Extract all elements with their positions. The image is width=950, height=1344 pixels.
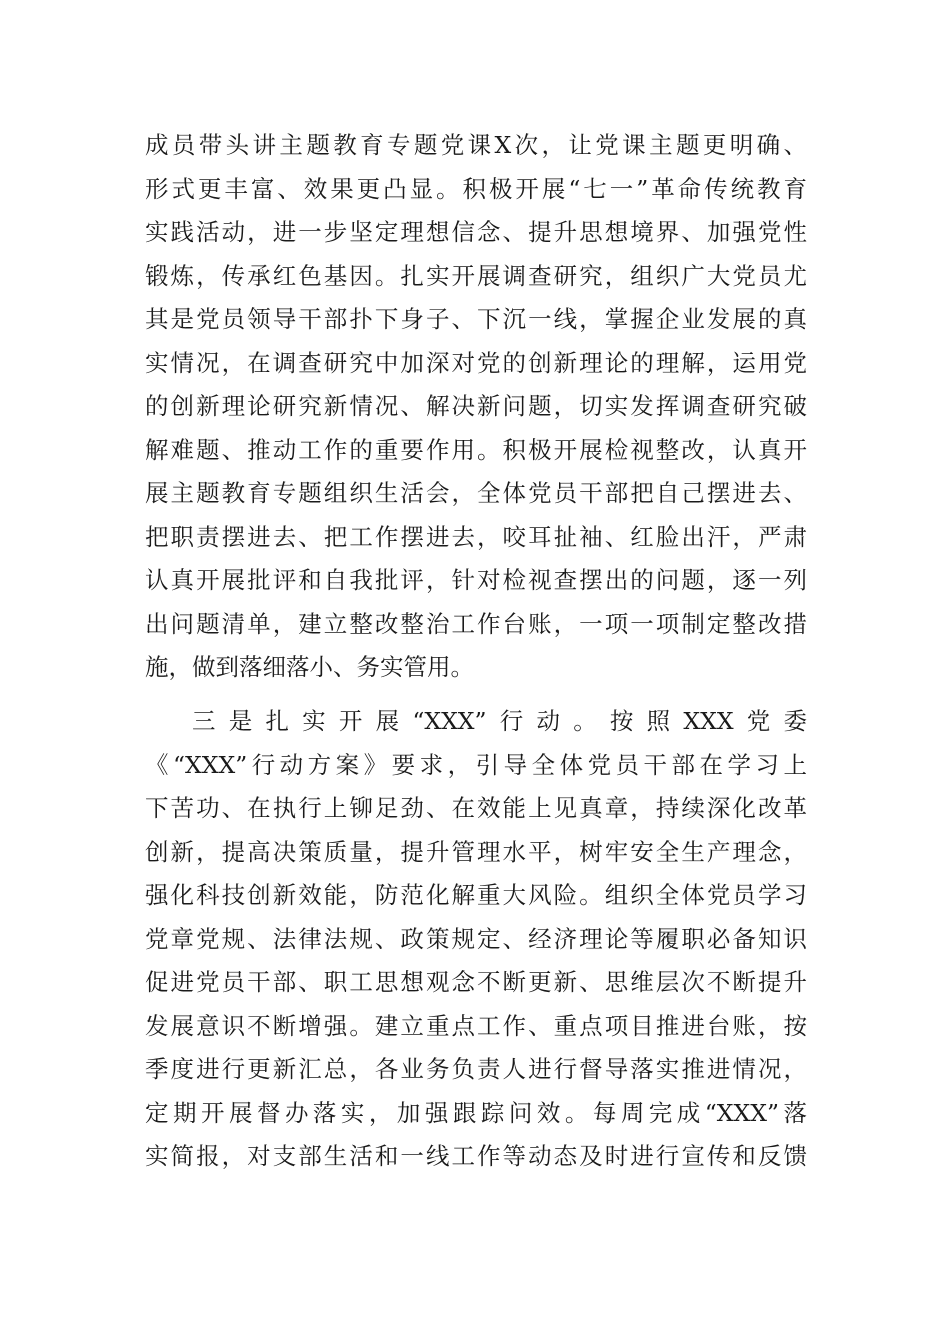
paragraph-line: 定期开展督办落实，加强跟踪问效。每周完成“XXX”落 (145, 1099, 807, 1127)
paragraph-line: 创新，提高决策质量，提升管理水平，树牢安全生产理念， (145, 838, 807, 866)
paragraph-line: 其是党员领导干部扑下身子、下沉一线，掌握企业发展的真 (145, 305, 807, 333)
paragraph-line: 把职责摆进去、把工作摆进去，咬耳扯袖、红脸出汗，严肃 (145, 523, 807, 551)
paragraph-line: 解难题、推动工作的重要作用。积极开展检视整改，认真开 (145, 436, 807, 464)
paragraph-line: 的创新理论研究新情况、解决新问题，切实发挥调查研究破 (145, 392, 807, 420)
paragraph-line: 发展意识不断增强。建立重点工作、重点项目推进台账，按 (145, 1012, 807, 1040)
paragraph-line: 下苦功、在执行上铆足劲、在效能上见真章，持续深化改革 (145, 794, 807, 822)
paragraph-line: 锻炼，传承红色基因。扎实开展调查研究，组织广大党员尤 (145, 262, 807, 290)
paragraph-line: 《“XXX”行动方案》要求，引导全体党员干部在学习上 (145, 751, 807, 779)
paragraph-line: 施，做到落细落小、务实管用。 (145, 653, 474, 681)
section-heading-line: 三是扎实开展“XXX”行动。按照XXX党委 (192, 707, 807, 735)
paragraph-line: 形式更丰富、效果更凸显。积极开展“七一”革命传统教育 (145, 175, 807, 203)
paragraph-line: 实情况，在调查研究中加深对党的创新理论的理解，运用党 (145, 349, 807, 377)
paragraph-line: 季度进行更新汇总，各业务负责人进行督导落实推进情况， (145, 1055, 807, 1083)
paragraph-line: 实践活动，进一步坚定理想信念、提升思想境界、加强党性 (145, 218, 807, 246)
paragraph-line: 促进党员干部、职工思想观念不断更新、思维层次不断提升 (145, 968, 807, 996)
paragraph-line: 展主题教育专题组织生活会，全体党员干部把自己摆进去、 (145, 479, 807, 507)
paragraph-line: 成员带头讲主题教育专题党课X次，让党课主题更明确、 (145, 131, 807, 159)
paragraph-line: 认真开展批评和自我批评，针对检视查摆出的问题，逐一列 (145, 566, 807, 594)
paragraph-line: 出问题清单，建立整改整治工作台账，一项一项制定整改措 (145, 610, 807, 638)
paragraph-line: 实简报，对支部生活和一线工作等动态及时进行宣传和反馈 (145, 1142, 807, 1170)
paragraph-line: 强化科技创新效能，防范化解重大风险。组织全体党员学习 (145, 881, 807, 909)
paragraph-line: 党章党规、法律法规、政策规定、经济理论等履职必备知识 (145, 925, 807, 953)
